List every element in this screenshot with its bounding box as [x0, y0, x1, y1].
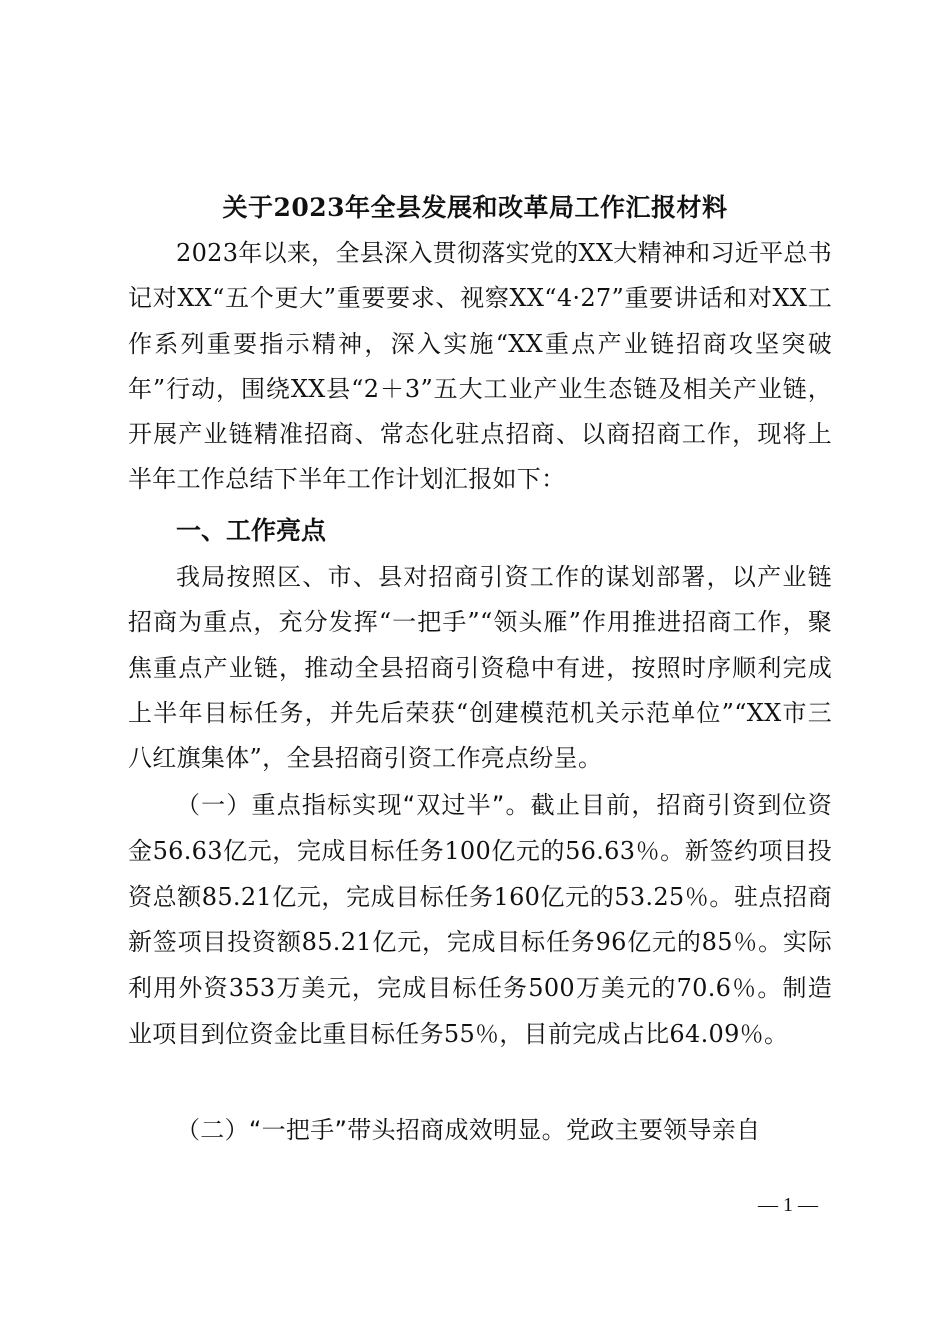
page-number: — 1 —	[758, 1194, 818, 1216]
intro-paragraph: 2023年以来，全县深入贯彻落实党的XX大精神和习近平总书记对XX“五个更大”重要要求、视察XX“4·27”重要讲话和对XX工作系列重要指示精神，深入实施“XX重点产业链招商攻坚突破年”行动，围绕XX县“2＋3”五大工业产业生态链及相关产业链，开展产业链精准招商、常态化驻点招商、以商招商工作，现将上半年工作总结下半年工作计划汇报如下：	[128, 239, 832, 494]
subsection-one-text: 截止目前，招商引资到位资金56.63亿元，完成目标任务100亿元的56.63％。新签约项目投资总额85.21亿元，完成目标任务160亿元的53.25％。驻点招商新签项目投资额85.21亿元，完成目标任务96亿元的85％。实际利用外资353万美元，完成目标任务500万美元的70.6％。制造业项目到位资金比重目标任务55％，目前完成占比64.09％。	[128, 791, 832, 1048]
subsection-one-lead: （一）重点指标实现“双过半”。	[176, 791, 531, 819]
subsection-two-text: 党政主要领导亲自	[565, 1116, 761, 1144]
subsection-two-paragraph	[128, 1108, 832, 1153]
highlights-paragraph: 我局按照区、市、县对招商引资工作的谋划部署，以产业链招商为重点，充分发挥“一把手”“领头雁”作用推进招商工作，聚焦重点产业链，推动全县招商引资稳中有进，按照时序顺利完成上半年目标任务，并先后荣获“创建模范机关示范单位”“XX市三八红旗集体”，全县招商引资工作亮点纷呈。	[128, 563, 832, 773]
subsection-one-paragraph	[128, 783, 832, 1058]
subsection-two-lead: （二）“一把手”带头招商成效明显。	[176, 1116, 566, 1144]
document-title: 关于2023年全县发展和改革局工作汇报材料	[222, 193, 728, 222]
section-heading-highlights: 一、工作亮点	[176, 516, 327, 545]
